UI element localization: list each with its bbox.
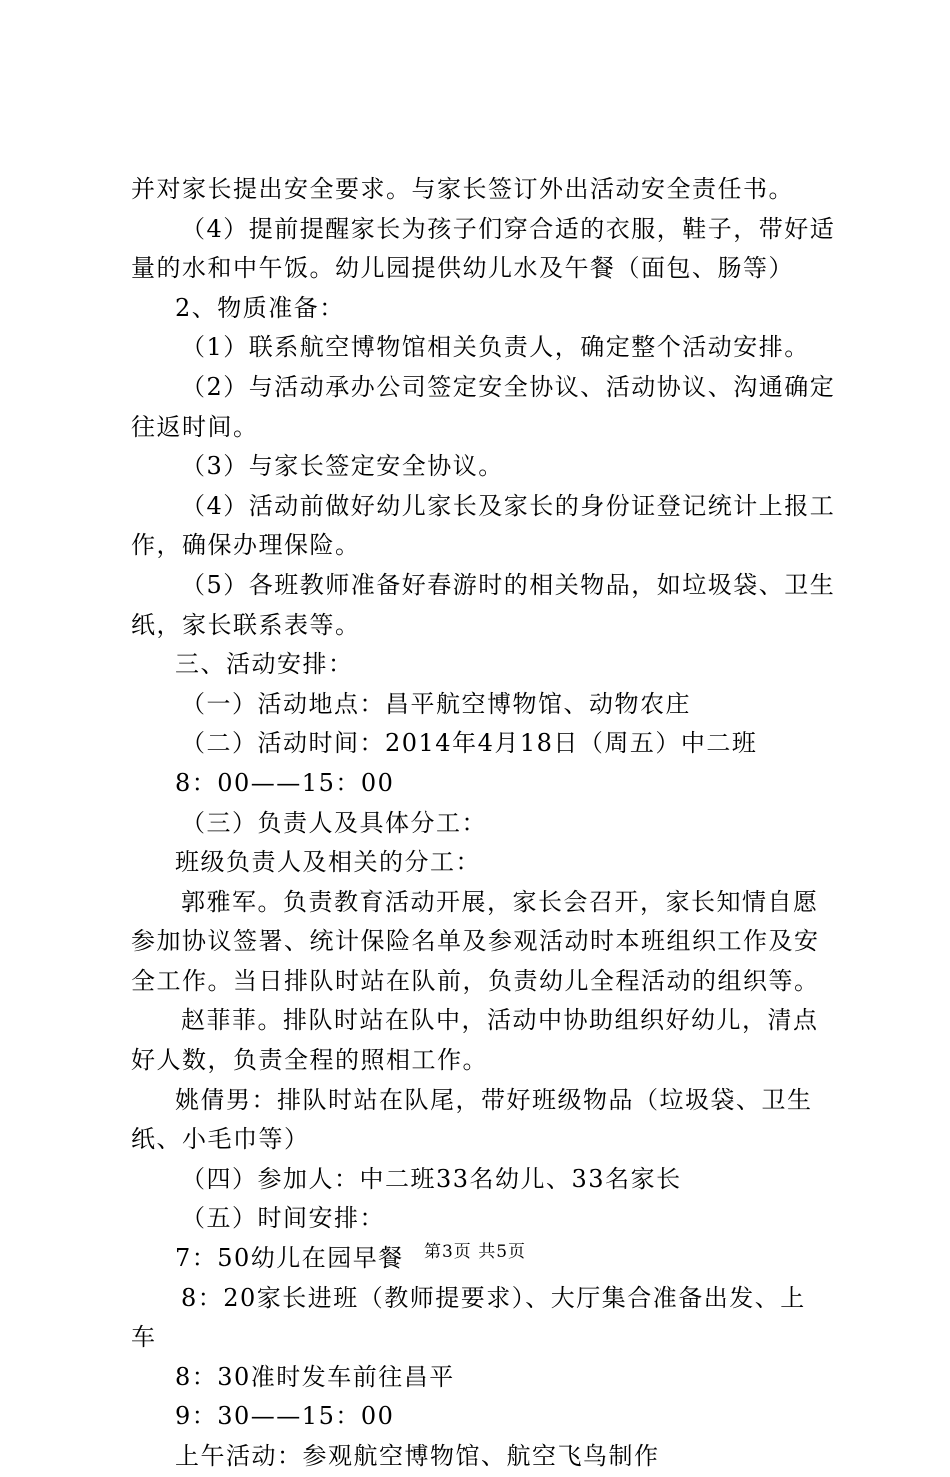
text-line: 全工作。当日排队时站在队前，负责幼儿全程活动的组织等。 [131,966,820,995]
text-line: 车 [131,1323,157,1352]
text-line: 纸、小毛巾等） [131,1125,310,1154]
document-body [131,170,836,1477]
text-line: 参加协议签署、统计保险名单及参观活动时本班组织工作及安 [131,927,820,956]
text-line: （三）负责人及具体分工： [181,808,487,837]
text-line: （5）各班教师准备好春游时的相关物品，如垃圾袋、卫生 [181,570,836,599]
page-footer [0,1241,950,1263]
text-line: （3）与家长签定安全协议。 [181,452,504,481]
section-heading: 三、活动安排： [175,650,354,679]
text-line: 郭雅军。负责教育活动开展，家长会召开，家长知情自愿 [181,887,819,916]
text-line: （1）联系航空博物馆相关负责人，确定整个活动安排。 [181,333,810,362]
text-line: 好人数，负责全程的照相工作。 [131,1046,488,1075]
section-heading: 2、物质准备： [175,293,345,322]
text-line: 纸，家长联系表等。 [131,610,361,639]
text-line: 8：30准时发车前往昌平 [175,1362,455,1391]
text-line: 量的水和中午饭。幼儿园提供幼儿水及午餐（面包、肠等） [131,254,794,283]
text-line: （五）时间安排： [181,1204,385,1233]
text-line: 8：00——15：00 [175,768,395,797]
text-line: 姚倩男：排队时站在队尾，带好班级物品（垃圾袋、卫生 [175,1085,813,1114]
text-line: 赵菲菲。排队时站在队中，活动中协助组织好幼儿，清点 [181,1006,819,1035]
text-line: 上午活动：参观航空博物馆、航空飞鸟制作 [175,1442,660,1470]
text-line: （四）参加人：中二班33名幼儿、33名家长 [181,1164,682,1193]
text-line: 7：50幼儿在园早餐 [175,1244,404,1273]
page-number: 第3页 共5页 [423,1242,527,1262]
text-line: （4）活动前做好幼儿家长及家长的身份证登记统计上报工 [181,491,836,520]
text-line: （一）活动地点：昌平航空博物馆、动物农庄 [181,689,691,718]
text-line: （2）与活动承办公司签定安全协议、活动协议、沟通确定 [181,372,836,401]
text-line: 作，确保办理保险。 [131,531,361,560]
text-line: 往返时间。 [131,412,259,441]
text-line: 9：30——15：00 [175,1402,395,1431]
text-line: 并对家长提出安全要求。与家长签订外出活动安全责任书。 [131,175,794,203]
text-line: 班级负责人及相关的分工： [175,848,481,877]
text-line: （4）提前提醒家长为孩子们穿合适的衣服，鞋子，带好适 [181,214,836,243]
text-line: （二）活动时间：2014年4月18日（周五）中二班 [181,729,758,758]
text-line: 8：20家长进班（教师提要求）、大厅集合准备出发、上 [181,1283,806,1312]
